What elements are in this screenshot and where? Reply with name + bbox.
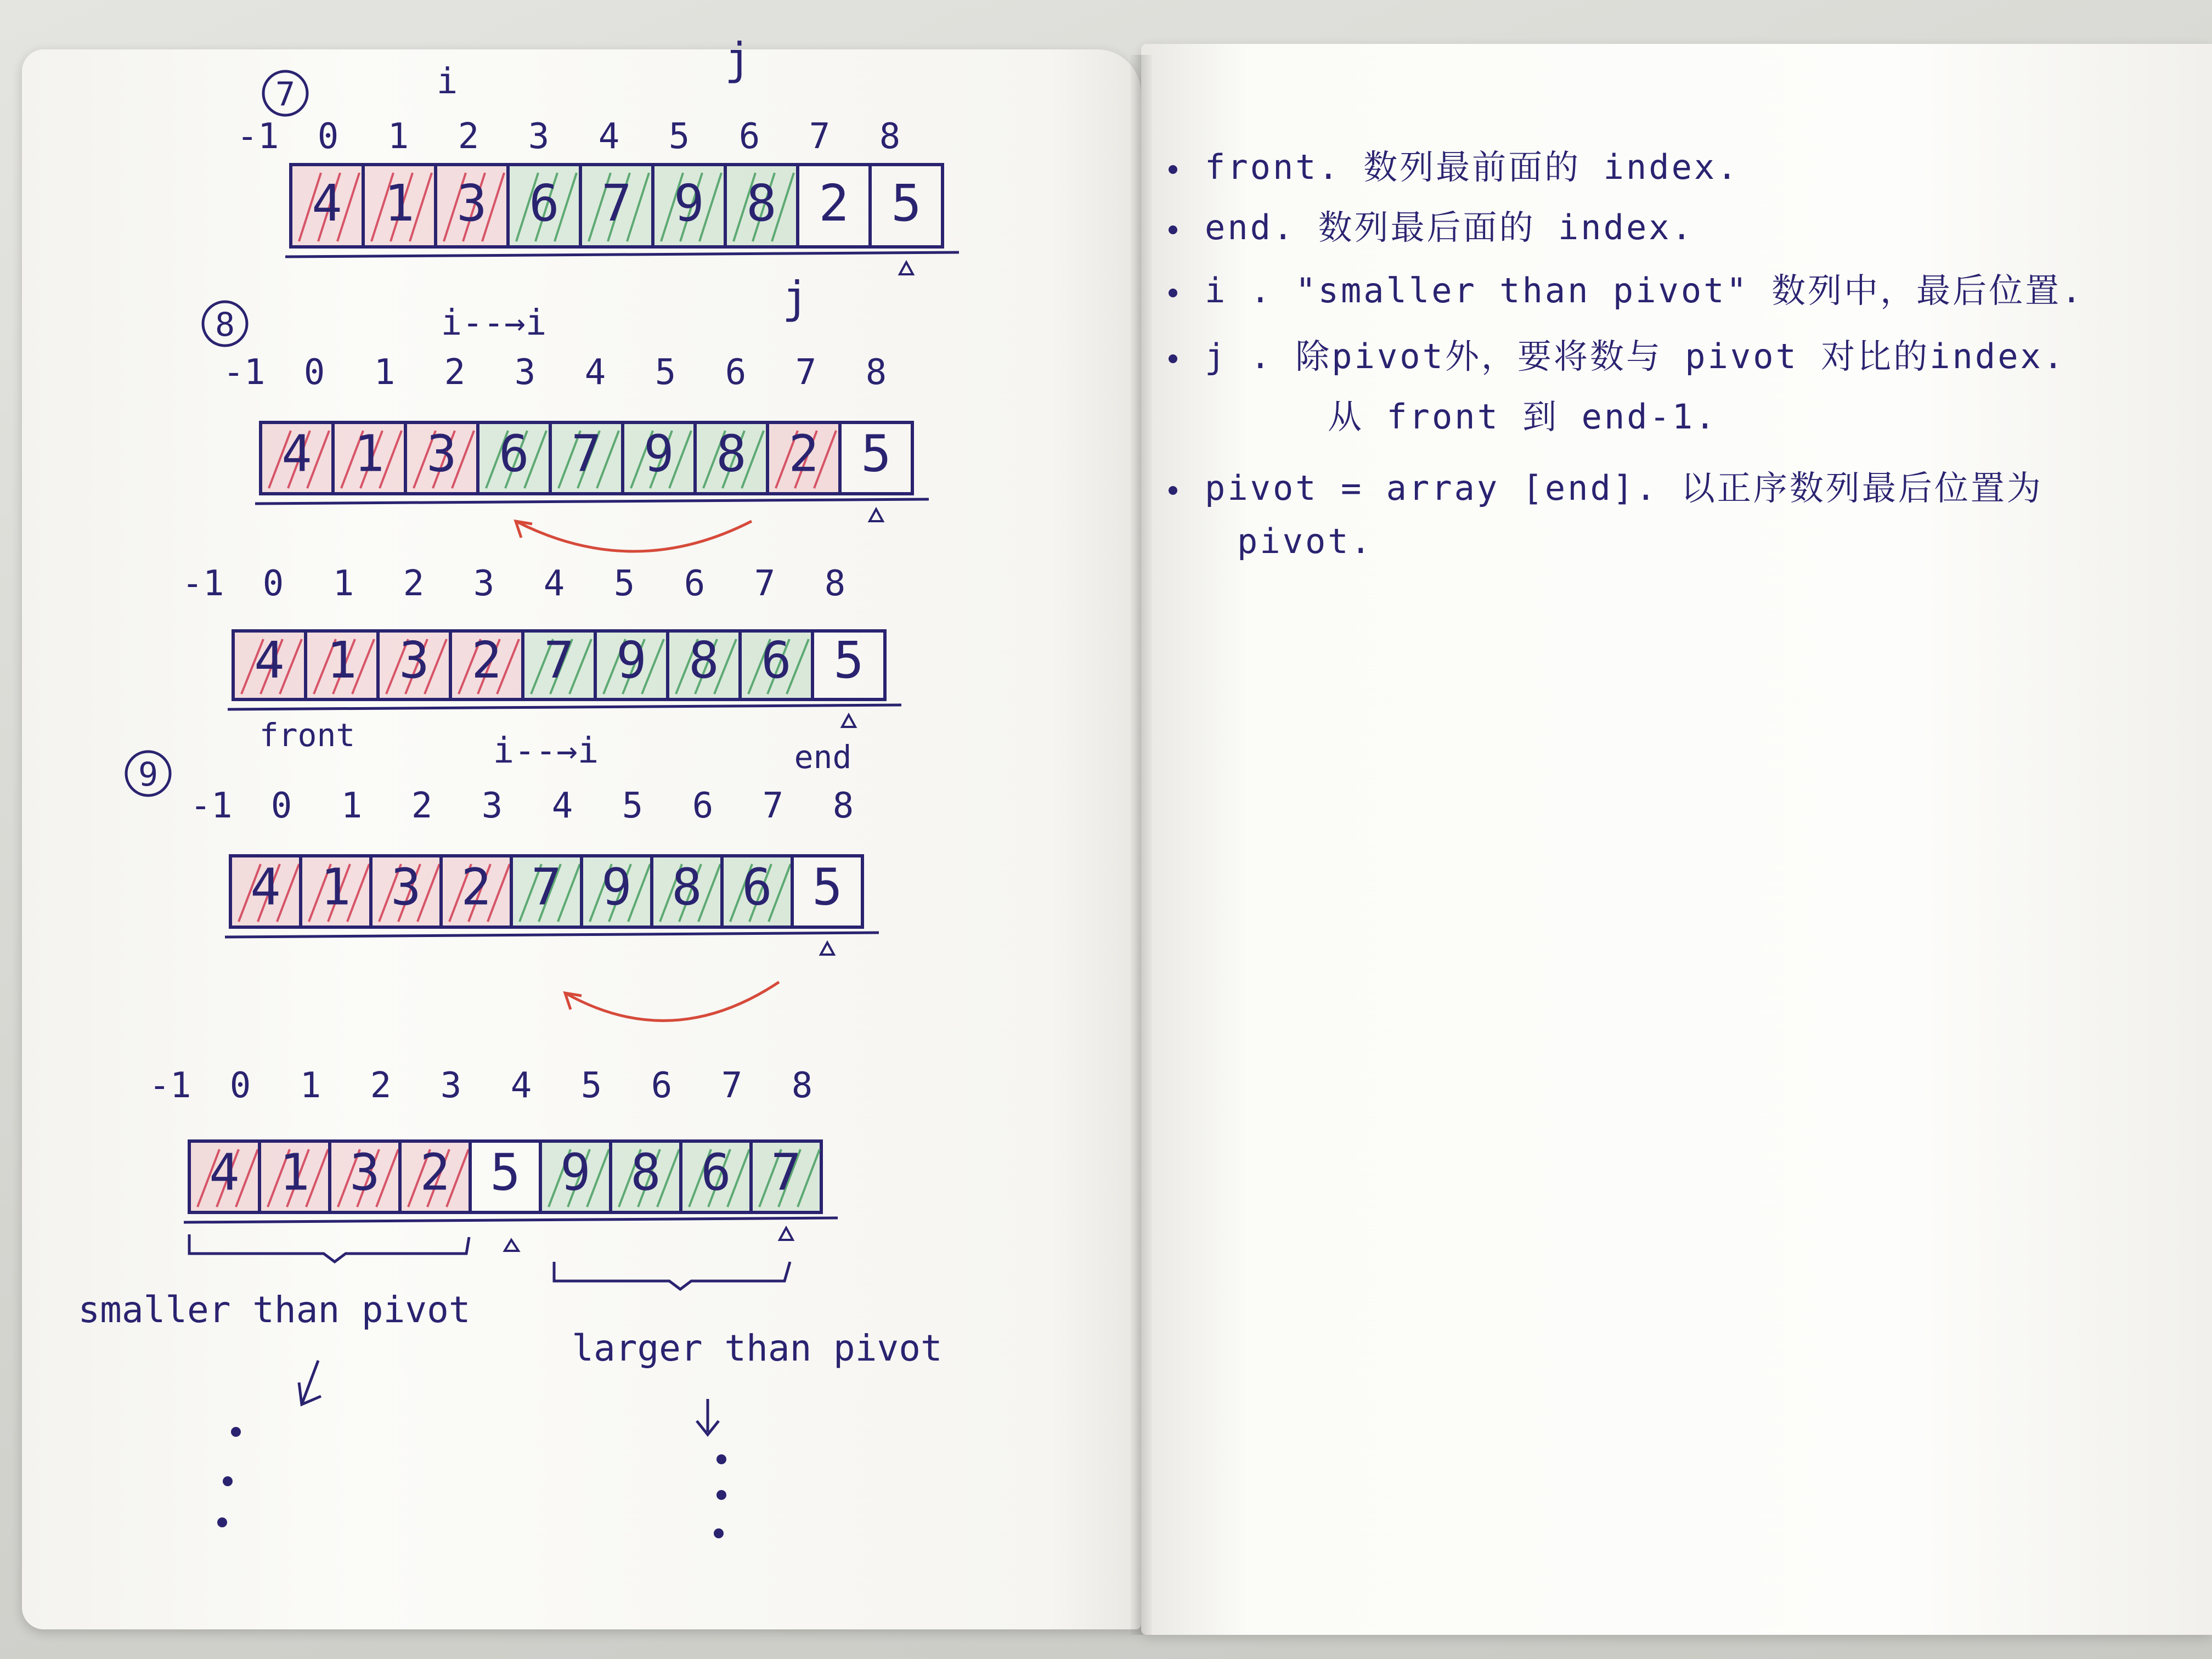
array-underline <box>184 1218 838 1222</box>
array-value: 9 <box>616 631 647 690</box>
pivot-marker-icon <box>505 1240 518 1251</box>
note-end: end. 数列最后面的 index. <box>1169 200 2183 249</box>
array-value: 8 <box>746 174 777 233</box>
index-label: 6 <box>692 786 714 826</box>
array-value: 6 <box>701 1143 731 1202</box>
index-label: 3 <box>514 352 536 393</box>
array-value: 4 <box>254 631 285 690</box>
index-label: -1 <box>190 786 233 826</box>
note-j-range: 从 front 到 end-1. <box>1328 397 1718 437</box>
pivot-marker-icon <box>900 262 913 274</box>
note-front: front. 数列最前面的 index. <box>1169 140 2183 189</box>
step-number: 8 <box>215 306 235 344</box>
index-label: 8 <box>879 116 901 157</box>
index-label: 1 <box>387 116 409 157</box>
array-value: 8 <box>630 1143 661 1202</box>
index-label: 5 <box>580 1065 602 1106</box>
index-label: 2 <box>403 563 425 604</box>
array-value: 9 <box>644 424 674 483</box>
down-arrow-icon <box>299 1361 321 1404</box>
index-label: 4 <box>510 1065 532 1106</box>
array-value: 5 <box>490 1143 521 1202</box>
note-pivot: pivot = array [end]. 以正序数列最后位置为 <box>1169 461 2183 510</box>
bullet-icon <box>1169 165 1177 174</box>
index-label: -1 <box>182 563 224 604</box>
index-label: -1 <box>236 116 279 157</box>
index-label: 7 <box>795 352 817 393</box>
index-label: 1 <box>341 786 363 826</box>
array-value: 1 <box>326 631 357 690</box>
array-value: 4 <box>281 424 312 483</box>
array-value: 5 <box>861 424 891 483</box>
index-label: 2 <box>444 352 466 393</box>
index-label: 6 <box>651 1065 673 1106</box>
index-label: 3 <box>440 1065 462 1106</box>
note-i: i . "smaller than pivot" 数列中，最后位置. <box>1169 263 2183 312</box>
array-value: 7 <box>544 631 574 690</box>
array-value: 3 <box>391 857 421 917</box>
marker-j: j <box>724 33 752 84</box>
index-label: 0 <box>303 352 325 393</box>
index-label: 0 <box>270 786 292 826</box>
index-label: -1 <box>149 1065 191 1106</box>
marker-j: j <box>782 272 809 323</box>
array-value: 2 <box>461 857 492 917</box>
array-value: 6 <box>742 857 772 917</box>
index-label: 8 <box>791 1065 813 1106</box>
index-label: 5 <box>668 116 690 157</box>
continuation-dot <box>223 1476 233 1486</box>
array-value: 1 <box>384 174 415 233</box>
array-value: 2 <box>471 631 502 690</box>
index-label: 2 <box>411 786 433 826</box>
array-value: 5 <box>833 631 864 690</box>
array-value: 9 <box>560 1143 591 1202</box>
array-underline <box>255 499 929 504</box>
array-underline <box>285 252 959 257</box>
index-label: 0 <box>262 563 284 604</box>
index-label: 5 <box>613 563 635 604</box>
index-label: 6 <box>738 116 760 157</box>
step-number: 7 <box>275 75 296 114</box>
index-label: 6 <box>725 352 747 393</box>
pivot-marker-icon <box>780 1228 793 1240</box>
index-label: -1 <box>223 352 266 393</box>
array-value: 7 <box>771 1143 802 1202</box>
index-label: 1 <box>300 1065 321 1106</box>
array-value: 4 <box>209 1143 240 1202</box>
index-label: 8 <box>832 786 854 826</box>
swap-arrow-icon <box>516 521 752 551</box>
step-number: 9 <box>138 755 159 794</box>
array-value: 1 <box>354 424 385 483</box>
bullet-icon <box>1169 486 1177 495</box>
array-value: 5 <box>812 857 843 917</box>
index-label: 7 <box>809 116 831 157</box>
index-label: 1 <box>332 563 354 604</box>
array-value: 2 <box>420 1143 450 1202</box>
index-label: 3 <box>481 786 503 826</box>
index-label: 1 <box>374 352 396 393</box>
bullet-icon <box>1169 289 1177 297</box>
array-value: 3 <box>426 424 457 483</box>
array-value: 1 <box>279 1143 310 1202</box>
array-value: 6 <box>499 424 529 483</box>
pivot-marker-icon <box>821 943 834 955</box>
continuation-dot <box>716 1454 726 1464</box>
index-label: 7 <box>754 563 776 604</box>
continuation-dot <box>716 1490 726 1500</box>
index-label: 6 <box>684 563 706 604</box>
array-value: 8 <box>716 424 747 483</box>
index-label: 2 <box>458 116 479 157</box>
continuation-dot <box>217 1517 227 1527</box>
array-value: 1 <box>320 857 351 917</box>
pivot-marker-icon <box>870 509 883 521</box>
index-label: 3 <box>528 116 550 157</box>
array-value: 8 <box>672 857 702 917</box>
index-label: 4 <box>551 786 573 826</box>
end-label: end <box>794 738 852 776</box>
larger-than-pivot-label: larger than pivot <box>572 1327 943 1369</box>
smaller-than-pivot-label: smaller than pivot <box>78 1289 471 1331</box>
continuation-dot <box>231 1427 241 1437</box>
bullet-icon <box>1169 354 1177 363</box>
index-label: 0 <box>229 1065 251 1106</box>
index-label: 7 <box>762 786 784 826</box>
index-label: 5 <box>654 352 676 393</box>
array-value: 3 <box>456 174 487 233</box>
array-value: 3 <box>349 1143 380 1202</box>
index-label: 0 <box>317 116 339 157</box>
array-value: 4 <box>312 174 342 233</box>
index-label: 4 <box>543 563 565 604</box>
index-label: 4 <box>598 116 620 157</box>
array-value: 9 <box>674 174 704 233</box>
array-underline <box>225 933 879 937</box>
continuation-dot <box>714 1528 724 1538</box>
front-label: front <box>259 716 356 754</box>
index-label: 8 <box>824 563 846 604</box>
marker-i: i <box>436 61 458 102</box>
index-label: 3 <box>473 563 495 604</box>
array-value: 7 <box>601 174 632 233</box>
note-j: j . 除pivot外，要将数与 pivot 对比的index. <box>1169 329 2183 378</box>
down-arrow-icon <box>697 1399 719 1435</box>
array-value: 9 <box>601 857 632 917</box>
index-label: 4 <box>584 352 606 393</box>
array-value: 2 <box>788 424 819 483</box>
pivot-marker-icon <box>842 715 855 727</box>
smaller-brace <box>189 1234 469 1262</box>
note-pivot-cont: pivot. <box>1237 521 1373 561</box>
marker-i: i--→i <box>441 303 547 343</box>
array-value: 6 <box>761 631 792 690</box>
index-label: 2 <box>370 1065 392 1106</box>
array-value: 7 <box>531 857 562 917</box>
array-value: 4 <box>250 857 281 917</box>
array-value: 3 <box>399 631 430 690</box>
bullet-icon <box>1169 225 1177 234</box>
array-underline <box>228 705 901 709</box>
array-value: 8 <box>689 631 719 690</box>
index-label: 8 <box>865 352 887 393</box>
index-label: 7 <box>721 1065 743 1106</box>
larger-brace <box>554 1262 790 1289</box>
array-value: 7 <box>571 424 602 483</box>
array-value: 6 <box>529 174 560 233</box>
array-value: 2 <box>819 174 849 233</box>
marker-i: i--→i <box>493 731 599 771</box>
array-value: 5 <box>891 174 922 233</box>
swap-arrow-icon <box>565 982 779 1020</box>
index-label: 5 <box>622 786 644 826</box>
